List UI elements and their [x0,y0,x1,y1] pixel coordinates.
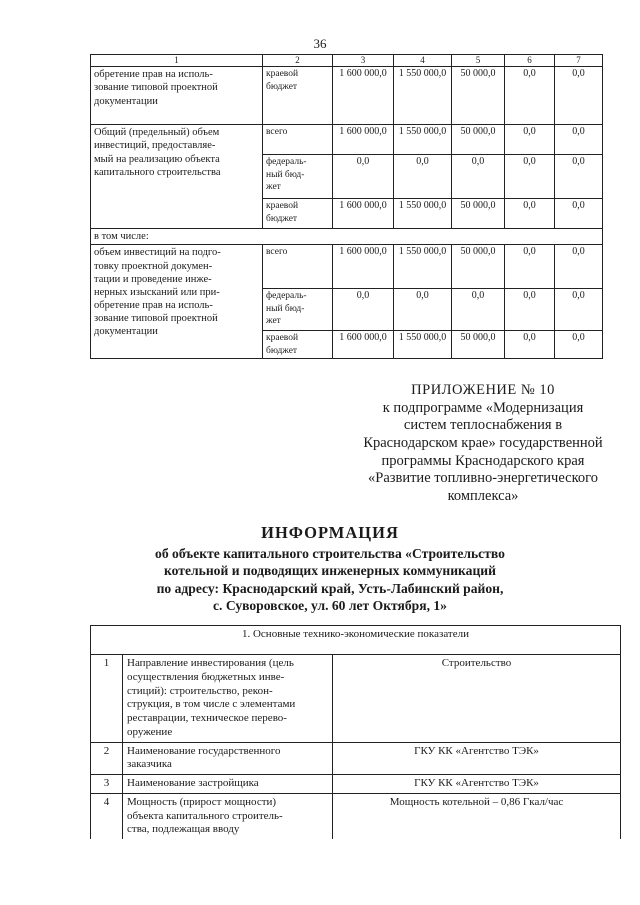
label-cell: Мощность (прирост мощности) объекта капитального строитель- ства, подлежащая вводу [123,793,333,839]
value-cell: 50 000,0 [452,199,505,229]
value-cell: ГКУ КК «Агентство ТЭК» [333,775,621,794]
value-cell: 0,0 [505,245,555,289]
value-cell: Мощность котельной – 0,86 Гкал/час [333,793,621,839]
value-cell: 1 550 000,0 [394,245,452,289]
source-cell: краевой бюджет [263,199,333,229]
row-number-cell: 4 [91,793,123,839]
source-cell: краевой бюджет [263,67,333,125]
value-cell: 0,0 [555,199,603,229]
funding-row [91,229,603,245]
value-cell: 50 000,0 [452,67,505,125]
value-cell: 0,0 [505,289,555,331]
source-cell: краевой бюджет [263,331,333,359]
column-number-row [91,55,603,67]
appendix-line: программы Краснодарского края [381,452,585,469]
value-cell: 0,0 [555,245,603,289]
value-cell: 50 000,0 [452,245,505,289]
column-number: 2 [263,55,333,67]
appendix-line: Краснодарском крае» государственной [363,435,603,452]
value-cell: 1 550 000,0 [394,67,452,125]
source-cell: всего [263,125,333,155]
value-cell: 1 600 000,0 [333,125,394,155]
column-number: 7 [555,55,603,67]
value-cell: 0,0 [452,155,505,199]
row-number-cell: 3 [91,775,123,794]
info-row [91,742,621,775]
value-cell: 1 550 000,0 [394,125,452,155]
value-cell: 0,0 [452,289,505,331]
source-cell: федераль- ный бюд- жет [263,289,333,331]
value-cell: 0,0 [555,289,603,331]
source-cell: всего [263,245,333,289]
funding-row [91,245,603,289]
value-cell: 1 550 000,0 [394,331,452,359]
label-cell: Наименование застройщика [123,775,333,794]
info-row [91,793,621,839]
appendix-line: к подпрограмме «Модернизация [382,399,584,416]
title-heading: ИНФОРМАЦИЯ [261,523,399,542]
value-cell: 0,0 [333,289,394,331]
value-cell: 1 600 000,0 [333,331,394,359]
value-cell: 0,0 [555,125,603,155]
value-cell: 0,0 [555,155,603,199]
value-cell: 0,0 [555,331,603,359]
page-number: 36 [313,36,327,51]
appendix-title: ПРИЛОЖЕНИЕ № 10 [411,382,555,398]
value-cell: 0,0 [505,199,555,229]
title-line: по адресу: Краснодарский край, Усть-Лабинский район, [156,580,504,596]
value-cell: 0,0 [394,155,452,199]
section-header: 1. Основные технико-экономические показатели [91,626,621,655]
title-line: об объекте капитального строительства «Строительство [155,546,505,561]
document-title [80,523,580,615]
value-cell: 1 600 000,0 [333,199,394,229]
appendix-line: систем теплоснабжения в [403,417,563,434]
column-number: 3 [333,55,394,67]
funding-table [90,54,603,359]
value-cell: 0,0 [394,289,452,331]
column-number: 1 [91,55,263,67]
funding-row [91,125,603,155]
value-cell: 0,0 [505,155,555,199]
value-cell: 1 600 000,0 [333,67,394,125]
funding-row [91,67,603,125]
value-cell: 0,0 [555,67,603,125]
column-number: 6 [505,55,555,67]
info-row [91,775,621,794]
appendix-block [338,382,628,506]
label-cell: Наименование государственного заказчика [123,742,333,775]
column-number: 5 [452,55,505,67]
value-cell: 0,0 [505,67,555,125]
row-number-cell: 2 [91,742,123,775]
object-cell: объем инвестиций на подго- товку проектной докумен- тации и проведение инже- нерных изысканий или при- обретение прав на исполь- зование типовой проектной документации [91,245,263,359]
appendix-line: комплекса» [447,488,519,505]
value-cell: 50 000,0 [452,331,505,359]
object-cell: в том числе: [91,229,603,245]
object-cell: Общий (предельный) объем инвестиций, предоставляе- мый на реализацию объекта капитального строительства [91,125,263,229]
label-cell: Направление инвестирования (цель осуществления бюджетных инве- стиций): строительство, рекон- струкция, в том числе с элементами реставрации, техническое перево- оружение [123,655,333,743]
value-cell: 0,0 [505,331,555,359]
value-cell: 1 600 000,0 [333,245,394,289]
title-line: котельной и подводящих инженерных коммуникаций [164,563,496,579]
value-cell: Строительство [333,655,621,743]
value-cell: 50 000,0 [452,125,505,155]
source-cell: федераль- ный бюд- жет [263,155,333,199]
object-cell: обретение прав на исполь- зование типовой проектной документации [91,67,263,125]
value-cell: 0,0 [505,125,555,155]
title-line: с. Суворовское, ул. 60 лет Октября, 1» [213,598,447,614]
value-cell: ГКУ КК «Агентство ТЭК» [333,742,621,775]
column-number: 4 [394,55,452,67]
info-row [91,655,621,743]
row-number-cell: 1 [91,655,123,743]
value-cell: 0,0 [333,155,394,199]
info-table [90,625,621,839]
appendix-line: «Развитие топливно-энергетического [368,470,598,487]
section-header-row [91,626,621,655]
value-cell: 1 550 000,0 [394,199,452,229]
